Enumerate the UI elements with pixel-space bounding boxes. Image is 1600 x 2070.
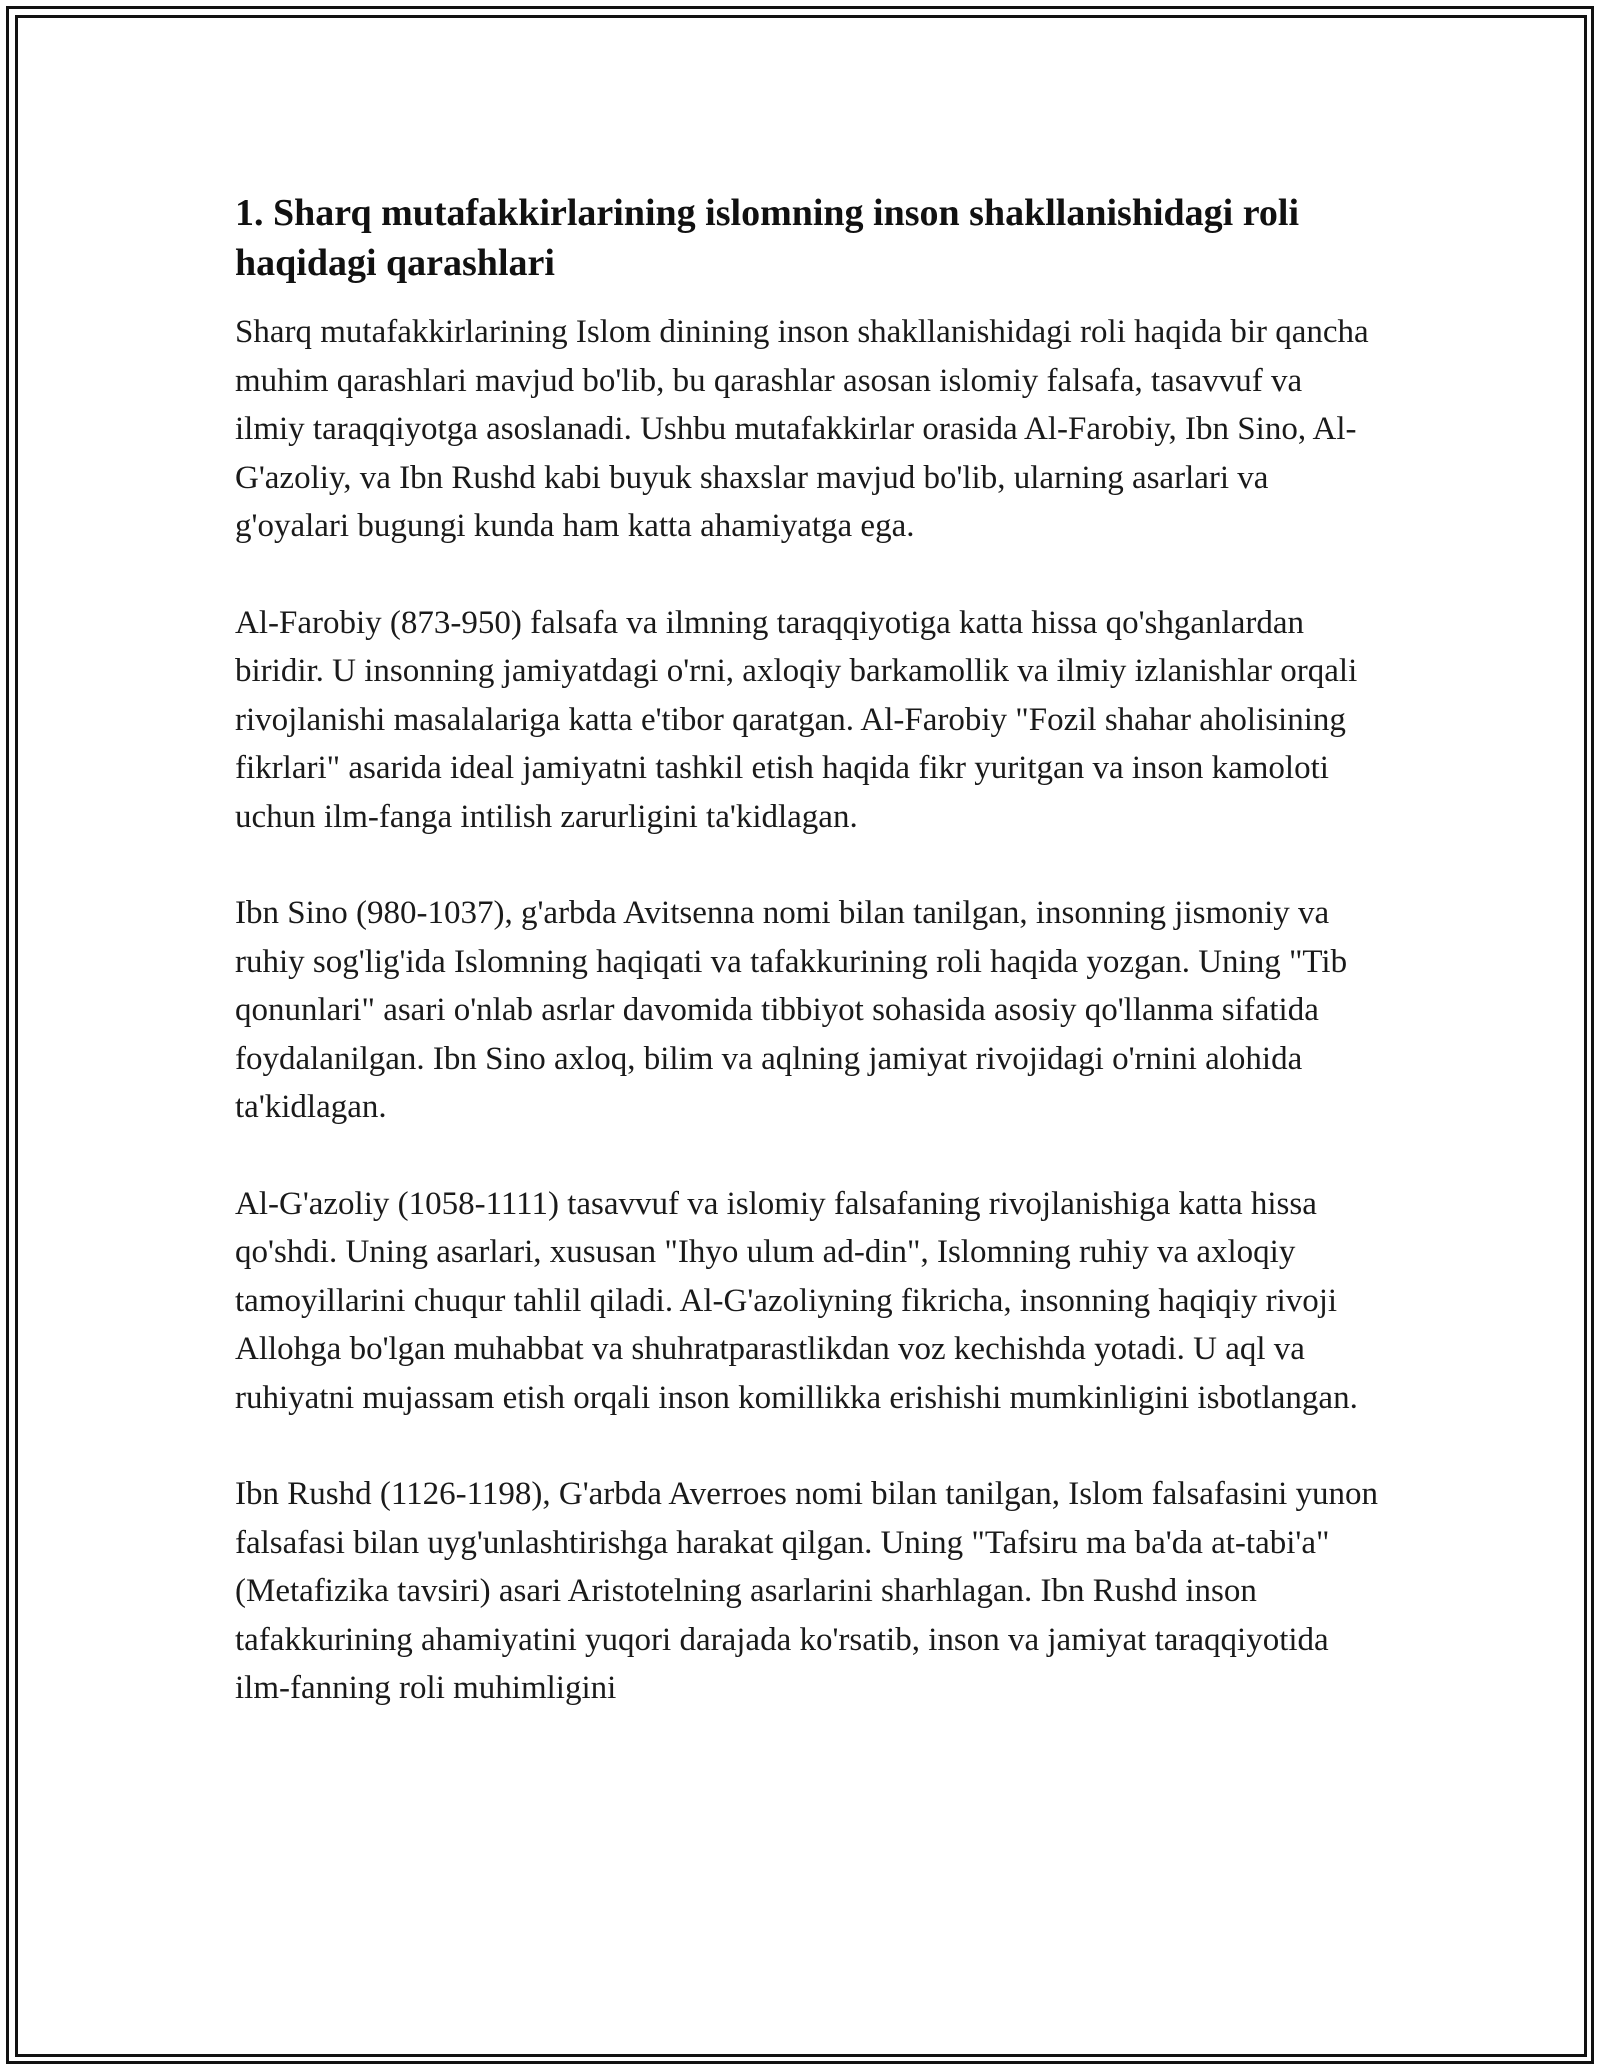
section-heading: 1. Sharq mutafakkirlarining islomning inson shakllanishidagi roli haqidagi qarashlari [235, 192, 1299, 284]
paragraph-intro: Sharq mutafakkirlarining Islom dinining inson shakllanishidagi roli haqida bir qancha muhim qarashlari mavjud bo'lib, bu qarashlar asosan islomiy falsafa, tasavvuf va ilmiy taraqqiyotga asoslanadi. Ushbu mutafakkirlar orasida Al-Farobiy, Ibn Sino, Al-G'azoliy, va Ibn Rushd kabi buyuk shaxslar mavjud bo'lib, ularning asarlari va g'oyalari bugungi kunda ham katta ahamiyatga ega. [235, 314, 1369, 544]
paragraph-ibn-rushd: Ibn Rushd (1126-1198), G'arbda Averroes nomi bilan tanilgan, Islom falsafasini yunon falsafasi bilan uyg'unlashtirishga harakat qilgan. Uning "Tafsiru ma ba'da at-tabi'a" (Metafizika tavsiri) asari Aristotelning asarlarini sharhlagan. Ibn Rushd inson tafakkurining ahamiyatini yuqori darajada ko'rsatib, inson va jamiyat taraqqiyotida ilm-fanning roli muhimligini [235, 1476, 1378, 1706]
paragraph-ibn-sino: Ibn Sino (980-1037), g'arbda Avitsenna nomi bilan tanilgan, insonning jismoniy va ruhiy sog'lig'ida Islomning haqiqati va tafakkurining roli haqida yozgan. Uning "Tib qonunlari" asari o'nlab asrlar davomida tibbiyot sohasida asosiy qo'llanma sifatida foydalanilgan. Ibn Sino axloq, bilim va aqlning jamiyat rivojidagi o'rnini alohida ta'kidlagan. [235, 895, 1348, 1125]
document-body [235, 188, 1380, 1713]
paragraph-al-farobiy: Al-Farobiy (873-950) falsafa va ilmning taraqqiyotiga katta hissa qo'shganlardan biridir. U insonning jamiyatdagi o'rni, axloqiy barkamollik va ilmiy izlanishlar orqali rivojlanishi masalalariga katta e'tibor qaratgan. Al-Farobiy "Fozil shahar aholisining fikrlari" asarida ideal jamiyatni tashkil etish haqida fikr yuritgan va inson kamoloti uchun ilm-fanga intilish zarurligini ta'kidlagan. [235, 604, 1358, 835]
paragraph-al-gazoliy: Al-G'azoliy (1058-1111) tasavvuf va islomiy falsafaning rivojlanishiga katta hissa qo'shdi. Uning asarlari, xususan "Ihyo ulum ad-din", Islomning ruhiy va axloqiy tamoyillarini chuqur tahlil qiladi. Al-G'azoliyning fikricha, insonning haqiqiy rivoji Allohga bo'lgan muhabbat va shuhratparastlikdan voz kechishda yotadi. U aql va ruhiyatni mujassam etish orqali inson komillikka erishishi mumkinligini isbotlangan. [235, 1185, 1358, 1416]
